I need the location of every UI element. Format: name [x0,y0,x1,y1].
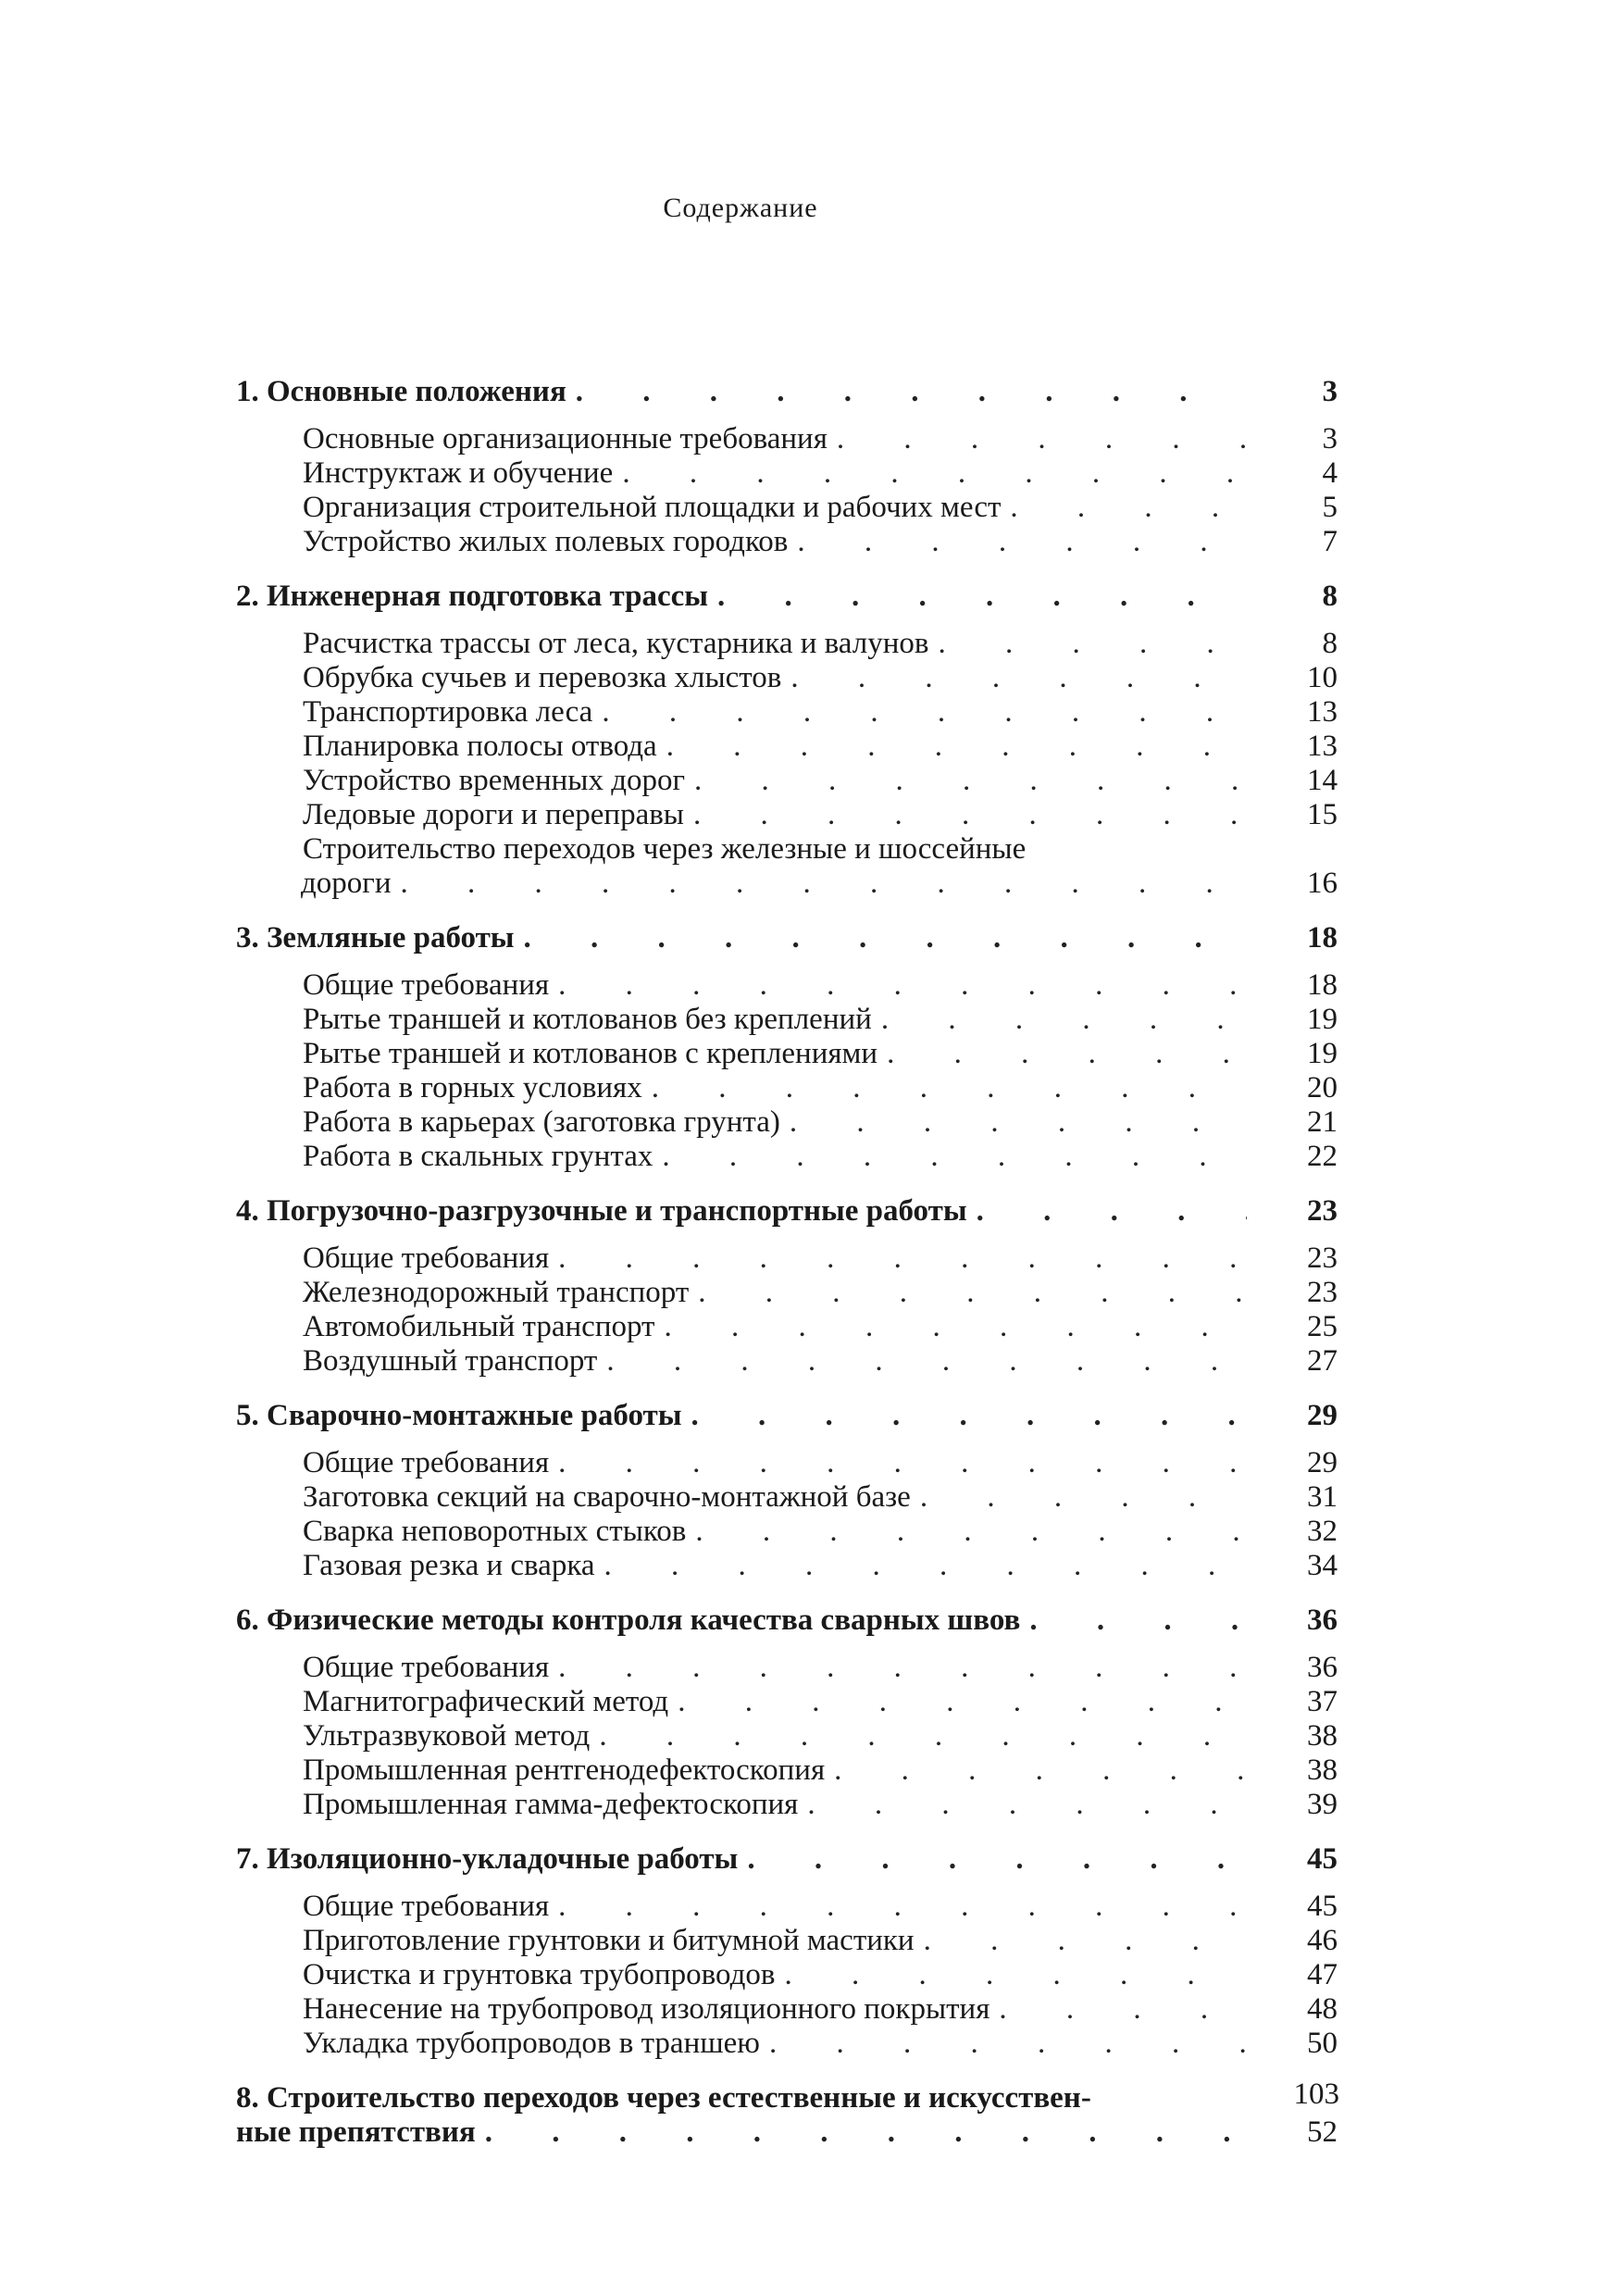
toc-page-number: 23 [1307,1194,1338,1228]
leader-dots [678,1685,1247,1719]
leader-dots [790,661,1247,695]
toc-page-number: 38 [1307,1719,1338,1753]
toc-entry-wrapped [236,832,1338,901]
toc-entry-label: Рытье траншей и котлованов с креплениями [303,1037,878,1070]
toc-entry [236,1276,1338,1310]
toc-entry-label: Нанесение на трубопровод изоляционного покрытия [303,1992,990,2026]
leader-dots [784,1958,1247,1992]
leader-dots [999,1992,1247,2027]
leader-dots [666,730,1247,764]
toc-entry-label: Организация строительной площадки и рабочих мест [303,491,1002,524]
leader-dots [558,1446,1247,1480]
toc-entry-label: Железнодорожный транспорт [303,1276,690,1309]
leader-dots [924,1924,1247,1958]
toc-entry-label: Инструктаж и обучение [303,456,614,490]
toc-page-number: 19 [1307,1037,1338,1070]
toc-page-number: 10 [1307,661,1338,694]
toc-page-number: 20 [1307,1071,1338,1104]
toc-page-number: 46 [1307,1924,1338,1957]
toc-entry [236,661,1338,695]
toc-section-heading-wrapped [236,2081,1338,2150]
toc-page-number: 4 [1322,456,1338,490]
leader-dots [558,1651,1247,1685]
toc-entry [236,525,1338,559]
toc-page-number: 36 [1307,1603,1338,1637]
toc-entry-label: Очистка и грунтовка трубопроводов [303,1958,776,1991]
leader-dots [558,1242,1247,1276]
leader-dots [837,422,1247,456]
toc-entry-label: Рытье траншей и котлованов без креплений [303,1003,872,1036]
toc-page-number: 21 [1307,1105,1338,1139]
toc-entry-label: Промышленная гамма-дефектоскопия [303,1788,799,1821]
toc-entry-label: Приготовление грунтовки и битумной мастики [303,1924,915,1957]
toc-entry-label: Ультразвуковой метод [303,1719,591,1753]
toc-page-number: 45 [1307,1890,1338,1923]
leader-dots [691,1399,1248,1433]
leader-dots [769,2027,1247,2061]
toc-heading-label-line1: 8. Строительство переходов через естественные и искусствен- [236,2081,1091,2115]
toc-section-heading [236,1603,1338,1638]
toc-entry [236,491,1338,525]
toc-entry-label: Транспортировка леса [303,695,593,729]
toc-page-number: 7 [1322,525,1338,558]
toc-section-heading [236,921,1338,955]
leader-dots [881,1003,1247,1037]
toc-page-number: 22 [1307,1140,1338,1173]
page-title: Содержание [663,193,818,223]
toc-entry-label: Общие требования [303,1242,550,1275]
toc-page-number: 5 [1322,491,1338,524]
toc-entry-label: Расчистка трассы от леса, кустарника и валунов [303,627,929,660]
leader-dots [698,1276,1247,1310]
toc-page-number: 8 [1322,580,1338,613]
leader-dots [834,1753,1247,1788]
leader-dots [576,375,1247,409]
toc-entry-label: Основные организационные требования [303,422,828,455]
leader-dots [524,921,1247,955]
toc-entry-label-line2: дороги [301,867,392,900]
toc-entry [236,1958,1338,1992]
toc-heading-line2 [236,2115,1338,2150]
toc-entry-label: Воздушный транспорт [303,1344,598,1378]
leader-dots [790,1105,1247,1140]
toc-section-3 [236,921,1338,1174]
toc-entry [236,1344,1338,1379]
toc-page-number: 31 [1307,1480,1338,1514]
toc-entry [236,1140,1338,1174]
toc-page-number: 50 [1307,2027,1338,2060]
toc-entry [236,1105,1338,1140]
toc-heading-label: 6. Физические методы контроля качества сварных швов [236,1603,1021,1637]
toc-heading-label: 3. Земляные работы [236,921,515,955]
toc-section-7 [236,1842,1338,2061]
toc-entry [236,1549,1338,1583]
toc-entry [236,1719,1338,1753]
leader-dots [485,2115,1247,2150]
toc-section-2 [236,580,1338,901]
toc-section-8 [236,2081,1338,2150]
toc-section-1 [236,375,1338,559]
toc-page-number: 13 [1307,695,1338,729]
leader-dots [558,1890,1247,1924]
toc-entry [236,1446,1338,1480]
toc-section-heading [236,580,1338,614]
leader-dots [558,968,1247,1003]
toc-page-number: 25 [1307,1310,1338,1343]
toc-heading-label: 4. Погрузочно-разгрузочные и транспортные работы [236,1194,967,1228]
toc-entry [236,1003,1338,1037]
toc-page-number: 8 [1322,627,1338,660]
leader-dots [662,1140,1247,1174]
toc-entry [236,422,1338,456]
toc-page-number: 36 [1307,1651,1338,1684]
table-of-contents [236,375,1338,2170]
leader-dots [807,1788,1247,1822]
toc-page-number: 15 [1307,798,1338,831]
toc-entry-label: Работа в скальных грунтах [303,1140,653,1173]
leader-dots [797,525,1247,559]
toc-entry-label: Магнитографический метод [303,1685,669,1718]
toc-entry-label: Заготовка секций на сварочно-монтажной базе [303,1480,911,1514]
toc-page-number: 3 [1322,422,1338,455]
toc-page-number: 18 [1307,968,1338,1002]
toc-page-number: 16 [1307,867,1338,900]
toc-entry [236,627,1338,661]
toc-entry-label: Промышленная рентгенодефектоскопия [303,1753,826,1787]
toc-page-number: 29 [1307,1399,1338,1432]
toc-page-number: 38 [1307,1753,1338,1787]
toc-entry [236,695,1338,730]
toc-section-heading [236,1842,1338,1877]
toc-page-number: 34 [1307,1549,1338,1582]
leader-dots [977,1194,1247,1229]
toc-entry [236,730,1338,764]
toc-entry [236,2027,1338,2061]
toc-heading-label: 1. Основные положения [236,375,566,408]
toc-entry [236,1992,1338,2027]
leader-dots [604,1549,1247,1583]
leader-dots [1029,1603,1247,1638]
leader-dots [695,1515,1247,1549]
leader-dots [938,627,1247,661]
toc-entry [236,1310,1338,1344]
leader-dots [622,456,1247,491]
toc-page-number: 23 [1307,1276,1338,1309]
toc-heading-label: 2. Инженерная подготовка трассы [236,580,709,613]
toc-page-number: 19 [1307,1003,1338,1036]
leader-dots [664,1310,1247,1344]
toc-entry [236,1037,1338,1071]
toc-entry-label: Общие требования [303,1890,550,1923]
toc-entry-label: Сварка неповоротных стыков [303,1515,687,1548]
toc-page-number: 13 [1307,730,1338,763]
toc-entry-label: Общие требования [303,968,550,1002]
toc-entry-label: Устройство временных дорог [303,764,686,797]
toc-entry [236,1515,1338,1549]
toc-entry [236,1071,1338,1105]
leader-dots [401,867,1248,901]
toc-entry [236,798,1338,832]
toc-entry [236,1651,1338,1685]
leader-dots [693,798,1247,832]
toc-entry-label: Работа в горных условиях [303,1071,642,1104]
toc-page-number: 14 [1307,764,1338,797]
toc-page-number: 18 [1307,921,1338,955]
toc-entry [236,1890,1338,1924]
toc-section-heading [236,1194,1338,1229]
toc-page-number: 47 [1307,1958,1338,1991]
toc-entry [236,1480,1338,1515]
toc-page-number: 37 [1307,1685,1338,1718]
page-number: 103 [1293,2078,1339,2111]
toc-entry [236,1685,1338,1719]
toc-page-number: 32 [1307,1515,1338,1548]
toc-entry [236,456,1338,491]
toc-page-number: 27 [1307,1344,1338,1378]
toc-section-4 [236,1194,1338,1379]
toc-entry [236,764,1338,798]
toc-section-6 [236,1603,1338,1822]
toc-entry-label: Обрубка сучьев и перевозка хлыстов [303,661,782,694]
leader-dots [717,580,1247,614]
toc-entry-label: Укладка трубопроводов в траншею [303,2027,760,2060]
toc-page-number: 48 [1307,1992,1338,2026]
toc-entry [236,1753,1338,1788]
toc-entry [236,1788,1338,1822]
toc-section-heading [236,1399,1338,1433]
leader-dots [602,695,1247,730]
toc-entry [236,1924,1338,1958]
toc-page-number: 52 [1307,2115,1338,2149]
toc-entry-line2 [236,867,1338,901]
toc-entry-label: Общие требования [303,1446,550,1479]
leader-dots [694,764,1247,798]
leader-dots [1010,491,1247,525]
toc-entry-label: Работа в карьерах (заготовка грунта) [303,1105,780,1139]
toc-page-number: 45 [1307,1842,1338,1876]
leader-dots [652,1071,1247,1105]
toc-section-heading [236,375,1338,409]
toc-entry-label-line1: Строительство переходов через железные и шоссейные [303,832,1027,866]
toc-page-number: 39 [1307,1788,1338,1821]
toc-section-5 [236,1399,1338,1583]
leader-dots [920,1480,1247,1515]
leader-dots [606,1344,1247,1379]
leader-dots [887,1037,1247,1071]
toc-heading-label-line2: ные препятствия [236,2115,476,2149]
toc-entry [236,1242,1338,1276]
toc-page-number: 29 [1307,1446,1338,1479]
toc-entry-label: Устройство жилых полевых городков [303,525,789,558]
toc-heading-label: 5. Сварочно-монтажные работы [236,1399,682,1432]
toc-entry-label: Ледовые дороги и переправы [303,798,684,831]
leader-dots [599,1719,1247,1753]
toc-entry-label: Газовая резка и сварка [303,1549,595,1582]
toc-page-number: 3 [1322,375,1338,408]
toc-entry-label: Автомобильный транспорт [303,1310,655,1343]
toc-heading-label: 7. Изоляционно-укладочные работы [236,1842,739,1876]
toc-entry-label: Планировка полосы отвода [303,730,657,763]
leader-dots [747,1842,1247,1877]
toc-entry [236,968,1338,1003]
toc-entry-label: Общие требования [303,1651,550,1684]
toc-page-number: 23 [1307,1242,1338,1275]
